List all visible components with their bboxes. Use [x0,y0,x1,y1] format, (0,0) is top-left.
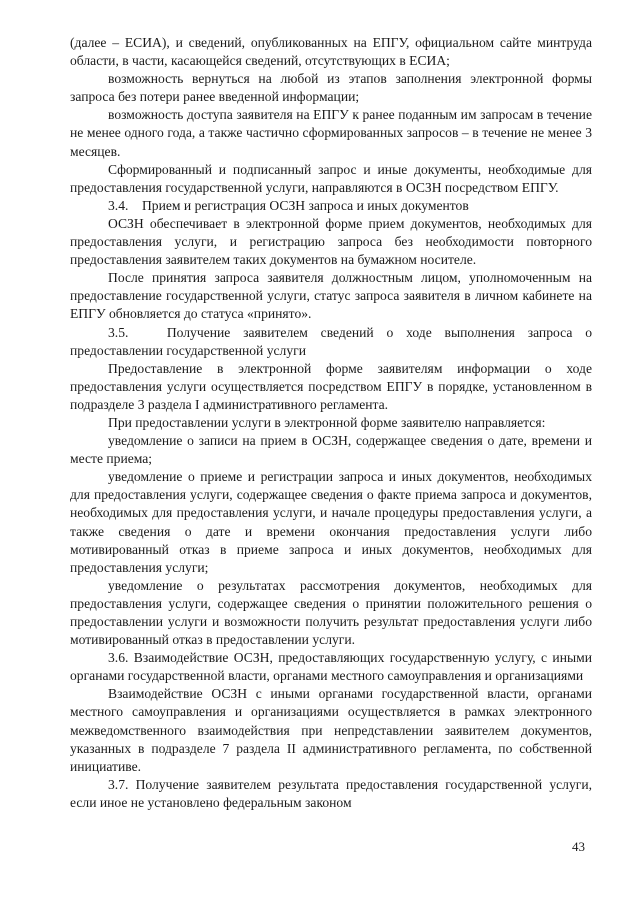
paragraph: При предоставлении услуги в электронной форме заявителю направляется: [108,414,546,430]
page-number: 43 [572,839,585,854]
list-item: уведомление о приеме и регистрации запроса и иных документов, необходимых для предоставления услуги, содержащее сведения о факте приема запроса и документов, необходимых для предоставления услуги, и начале процедуры предоставления услуги, а также сведения о дате и времени окончания предоставления услуги либо мотивированный отказ в приеме запроса и иных документов, необходимых для предоставления услуги; [70,469,592,575]
paragraph: возможность доступа заявителя на ЕПГУ к ранее поданным им запросам в течение не менее одного года, а также частично сформированных запросов – в течение не менее 3 месяцев. [70,107,592,159]
paragraph: ОСЗН обеспечивает в электронной форме прием документов, необходимых для предоставления услуги, и регистрацию запроса без необходимости повторного предоставления заявителем таких документов на бумажном носителе. [70,215,592,268]
paragraph: (далее – ЕСИА), и сведений, опубликованных на ЕПГУ, официальном сайте минтруда области, в части, касающейся сведений, отсутствующих в ЕСИА; [70,35,592,69]
section-heading-3-6: 3.6. Взаимодействие ОСЗН, предоставляющих государственную услугу, с иными органами государственной власти, органами местного самоуправления и организациями [70,650,592,684]
section-heading-3-5: 3.5. Получение заявителем сведений о ходе выполнения запроса о предоставлении государственной услуги [70,324,596,358]
paragraph: После принятия запроса заявителя должностным лицом, уполномоченным на предоставление государственной услуги, статус запроса заявителя в личном кабинете на ЕПГУ обновляется до статуса «принято». [70,270,592,322]
paragraph: Предоставление в электронной форме заявителям информации о ходе предоставления услуги осуществляется посредством ЕПГУ в порядке, установленном в подразделе 3 раздела I административного регламента. [70,360,592,412]
document-body [70,34,596,812]
section-heading-3-7: 3.7. Получение заявителем результата предоставления государственной услуги, если иное не установлено федеральным законом [70,776,592,810]
list-item: уведомление о результатах рассмотрения документов, необходимых для предоставления услуги, содержащее сведения о принятии положительного решения о предоставлении услуги и возможности получить результат предоставления услуги либо мотивированный отказ в предоставлении услуги. [70,577,592,648]
list-item: уведомление о записи на прием в ОСЗН, содержащее сведения о дате, времени и месте приема; [70,433,592,467]
paragraph: Сформированный и подписанный запрос и иные документы, необходимые для предоставления государственной услуги, направляются в ОСЗН посредством ЕПГУ. [70,161,592,195]
paragraph: Взаимодействие ОСЗН с иными органами государственной власти, органами местного самоуправления и организациями осуществляется в рамках электронного межведомственного взаимодействия при непредставлении заявителем документов, указанных в подразделе 7 раздела II административного регламента, по собственной инициативе. [70,686,592,774]
section-heading-3-4: 3.4. Прием и регистрация ОСЗН запроса и иных документов [108,197,469,213]
paragraph: возможность вернуться на любой из этапов заполнения электронной формы запроса без потери ранее введенной информации; [70,71,592,105]
